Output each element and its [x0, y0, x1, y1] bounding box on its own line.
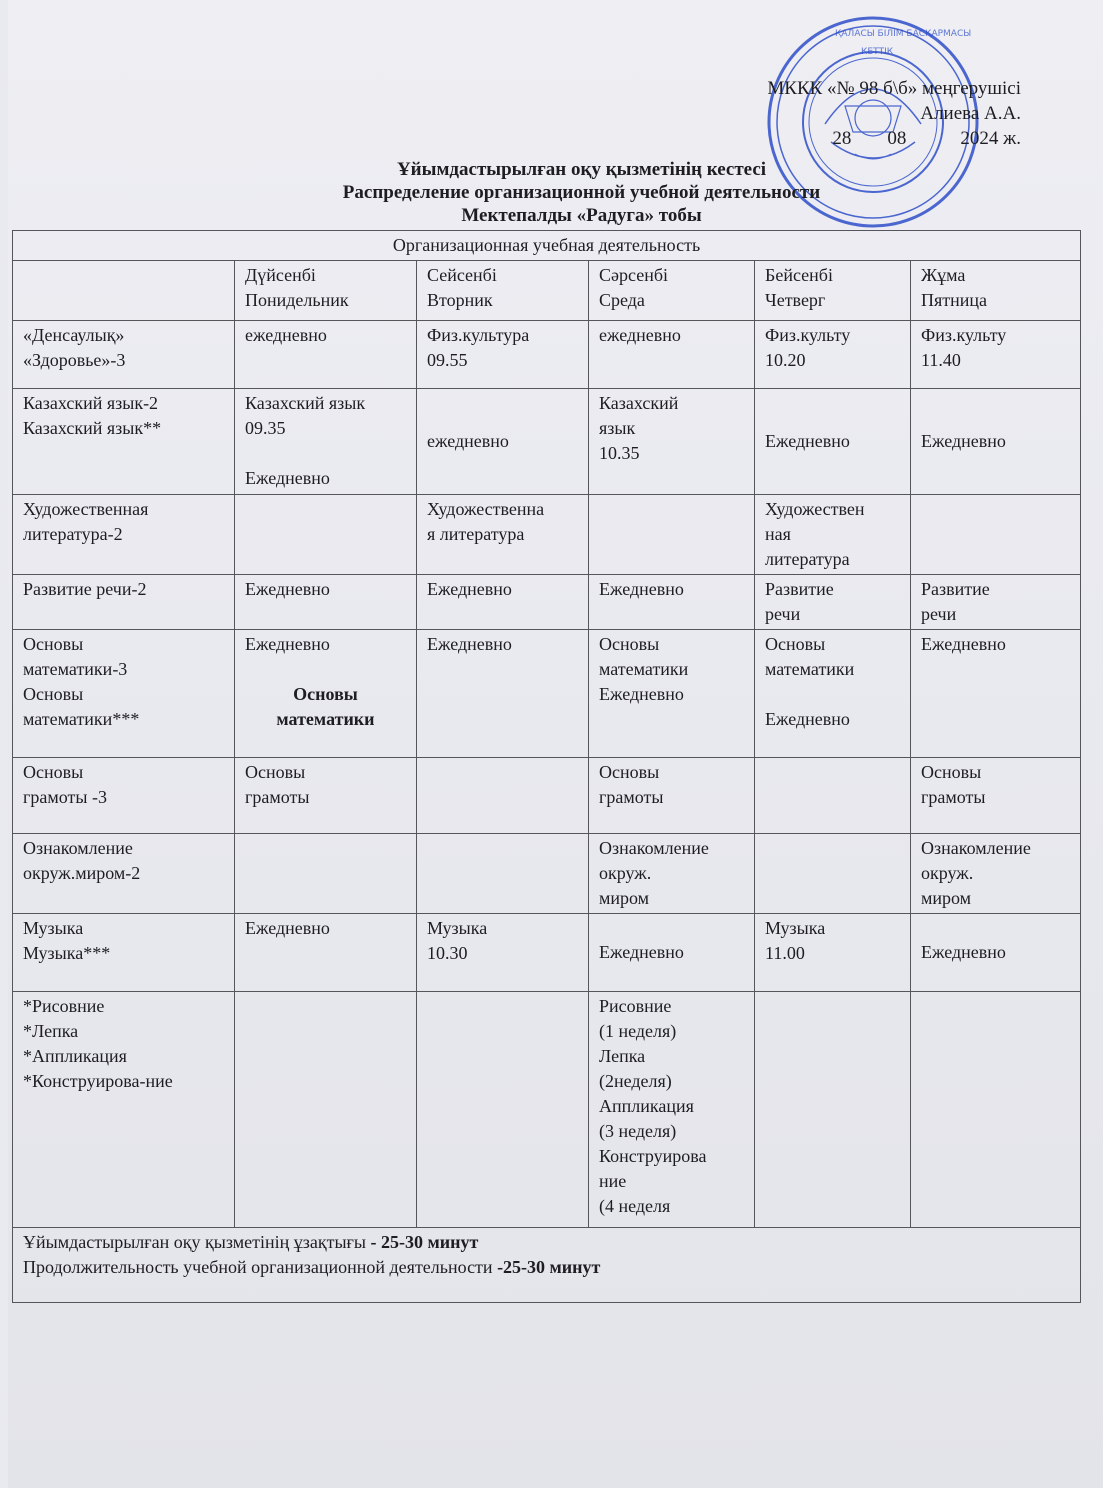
- subject-line: «Денсаулық»: [23, 325, 125, 345]
- schedule-cell: [911, 630, 1081, 758]
- cell-line: Ежедневно: [427, 579, 512, 599]
- subject-cell: [13, 834, 235, 914]
- table-row: [13, 321, 1081, 389]
- approval-block: [767, 76, 1021, 151]
- schedule-cell: [589, 834, 755, 914]
- cell-line: речи: [921, 604, 957, 624]
- cell-line: грамоты: [245, 787, 310, 807]
- subject-line: Музыка***: [23, 943, 111, 963]
- subject-cell: [13, 321, 235, 389]
- day-ru: Понидельник: [245, 290, 349, 310]
- cell-line: Ежедневно: [765, 431, 850, 451]
- subject-cell: [13, 630, 235, 758]
- cell-line: Физ.культу: [921, 325, 1007, 345]
- schedule-cell: [589, 495, 755, 575]
- cell-line: Ежедневно: [427, 634, 512, 654]
- cell-line: я литература: [427, 524, 525, 544]
- cell-line: 09.35: [245, 418, 286, 438]
- cell-line: литература: [765, 549, 850, 569]
- cell-line: [245, 441, 406, 466]
- schedule-cell: [417, 630, 589, 758]
- schedule-cell: [911, 914, 1081, 992]
- table-row: [13, 758, 1081, 834]
- cell-line: 11.40: [921, 350, 961, 370]
- schedule-cell: [911, 321, 1081, 389]
- cell-line: ежедневно: [427, 431, 509, 451]
- cell-line: [765, 682, 900, 707]
- cell-line: Музыка: [765, 918, 826, 938]
- schedule-cell: [589, 758, 755, 834]
- schedule-cell: [417, 758, 589, 834]
- day-kz: Сейсенбі: [427, 265, 497, 285]
- approval-day: 28: [832, 128, 852, 149]
- duration-kz-text: Ұйымдастырылған оқу қызметінің ұзақтығы: [23, 1232, 367, 1252]
- title-ru: Распределение организационной учебной деятельности: [342, 182, 821, 203]
- schedule-cell: [417, 914, 589, 992]
- day-header: [589, 261, 755, 321]
- cell-line: Развитие: [765, 579, 834, 599]
- cell-line: математики: [599, 659, 689, 679]
- table-row: [13, 992, 1081, 1228]
- duration-ru: [23, 1255, 1070, 1280]
- day-ru: Среда: [599, 290, 645, 310]
- schedule-cell: [235, 758, 417, 834]
- subject-line: Музыка: [23, 918, 84, 938]
- cell-line: Основы: [599, 634, 660, 654]
- cell-line: Основы: [293, 684, 358, 704]
- schedule-cell: [417, 992, 589, 1228]
- table-row: [13, 914, 1081, 992]
- schedule-cell: [235, 389, 417, 495]
- schedule-cell: [755, 321, 911, 389]
- schedule-cell: [417, 321, 589, 389]
- cell-line: Ежедневно: [921, 634, 1006, 654]
- cell-line: (3 неделя): [599, 1121, 677, 1141]
- cell-line: [245, 657, 406, 682]
- subject-line: Развитие речи-2: [23, 579, 147, 599]
- table-banner: Организационная учебная деятельность: [13, 231, 1081, 261]
- approval-line-name: Алиева А.А.: [920, 103, 1021, 124]
- cell-line: математики: [276, 709, 375, 729]
- day-header: [755, 261, 911, 321]
- cell-line: Музыка: [427, 918, 488, 938]
- schedule-cell: [235, 834, 417, 914]
- schedule-cell: [417, 834, 589, 914]
- table-row: [13, 389, 1081, 495]
- table-row: [13, 495, 1081, 575]
- subject-cell: [13, 389, 235, 495]
- table-row: [13, 834, 1081, 914]
- table-row: [13, 575, 1081, 630]
- cell-line: окруж.: [599, 863, 652, 883]
- schedule-cell: [235, 992, 417, 1228]
- subject-cell: [13, 495, 235, 575]
- subject-line: Ознакомление: [23, 838, 133, 858]
- schedule-cell: [235, 321, 417, 389]
- subject-cell: [13, 914, 235, 992]
- title-kz: Ұйымдастырылған оқу қызметінің кестесі: [396, 159, 767, 180]
- day-kz: Сәрсенбі: [599, 265, 668, 285]
- schedule-cell: [911, 495, 1081, 575]
- day-ru: Пятница: [921, 290, 988, 310]
- subject-line: Основы: [23, 762, 84, 782]
- cell-line: Ежедневно: [599, 942, 684, 962]
- cell-line: 10.35: [599, 443, 640, 463]
- cell-line: Казахский язык: [245, 393, 366, 413]
- cell-line: 11.00: [765, 943, 805, 963]
- schedule-cell: [755, 495, 911, 575]
- schedule-cell: [755, 575, 911, 630]
- cell-line: Ежедневно: [245, 634, 330, 654]
- cell-line: Ознакомление: [921, 838, 1031, 858]
- day-header: [417, 261, 589, 321]
- subject-line: литература-2: [23, 524, 123, 544]
- schedule-cell: [911, 389, 1081, 495]
- subject-line: Казахский язык**: [23, 418, 162, 438]
- cell-line: ная: [765, 524, 791, 544]
- cell-line: Ежедневно: [245, 468, 330, 488]
- cell-line: речи: [765, 604, 801, 624]
- subject-line: грамоты -3: [23, 787, 107, 807]
- cell-line: грамоты: [599, 787, 664, 807]
- schedule-cell: [589, 630, 755, 758]
- cell-line: ежедневно: [245, 325, 327, 345]
- cell-line: Конструирова: [599, 1146, 707, 1166]
- cell-line: математики: [765, 659, 855, 679]
- duration-ru-value: -25-30 минут: [492, 1257, 601, 1277]
- day-kz: Бейсенбі: [765, 265, 833, 285]
- cell-line: Основы: [765, 634, 826, 654]
- duration-kz: [23, 1230, 1070, 1255]
- schedule-cell: [589, 992, 755, 1228]
- cell-line: грамоты: [921, 787, 986, 807]
- schedule-cell: [235, 630, 417, 758]
- cell-line: язык: [599, 418, 636, 438]
- subject-line: Основы: [23, 634, 84, 654]
- subject-line: математики-3: [23, 659, 128, 679]
- cell-line: Художественна: [427, 499, 545, 519]
- day-header: [911, 261, 1081, 321]
- cell-line: миром: [921, 888, 972, 908]
- subject-cell: [13, 575, 235, 630]
- cell-line: Рисовние: [599, 996, 672, 1016]
- subject-line: Казахский язык-2: [23, 393, 159, 413]
- cell-line: (1 неделя): [599, 1021, 677, 1041]
- cell-line: Физ.культу: [765, 325, 851, 345]
- cell-line: ние: [599, 1171, 627, 1191]
- duration-kz-value: - 25-30 минут: [366, 1232, 479, 1252]
- subject-line: окруж.миром-2: [23, 863, 141, 883]
- schedule-cell: [755, 758, 911, 834]
- schedule-cell: [911, 575, 1081, 630]
- schedule-cell: [755, 992, 911, 1228]
- approval-date: [767, 126, 1021, 151]
- schedule-cell: [755, 914, 911, 992]
- schedule-cell: [755, 834, 911, 914]
- table-banner-row: [13, 231, 1081, 261]
- cell-line: Развитие: [921, 579, 990, 599]
- subject-line: математики***: [23, 709, 140, 729]
- cell-line: Художествен: [765, 499, 865, 519]
- subject-line: Художественная: [23, 499, 149, 519]
- day-ru: Четверг: [765, 290, 826, 310]
- cell-line: Основы: [245, 762, 306, 782]
- approval-line-head: МККК «№ 98 б\б» меңгерушісі: [767, 78, 1021, 99]
- day-ru: Вторник: [427, 290, 493, 310]
- schedule-cell: [417, 389, 589, 495]
- cell-line: Основы: [921, 762, 982, 782]
- subject-line: «Здоровье»-3: [23, 350, 126, 370]
- cell-line: Ежедневно: [921, 431, 1006, 451]
- schedule-body: [13, 321, 1081, 1228]
- day-kz: Дүйсенбі: [245, 265, 316, 285]
- cell-line: ежедневно: [599, 325, 681, 345]
- schedule-cell: [235, 575, 417, 630]
- days-header-row: [13, 261, 1081, 321]
- schedule-cell: [911, 758, 1081, 834]
- cell-line: (4 неделя: [599, 1196, 671, 1216]
- schedule-cell: [911, 834, 1081, 914]
- duration-ru-text: Продолжительность учебной организационной деятельности: [23, 1257, 493, 1277]
- cell-line: Ежедневно: [245, 579, 330, 599]
- subject-line: Основы: [23, 684, 84, 704]
- cell-line: (2неделя): [599, 1071, 672, 1091]
- cell-line: Физ.культура: [427, 325, 530, 345]
- cell-line: окруж.: [921, 863, 974, 883]
- subject-cell: [13, 992, 235, 1228]
- schedule-table: [12, 230, 1081, 1303]
- cell-line: Ежедневно: [245, 918, 330, 938]
- corner-cell: [13, 261, 235, 321]
- schedule-cell: [755, 389, 911, 495]
- cell-line: Ознакомление: [599, 838, 709, 858]
- subject-line: *Лепка: [23, 1021, 79, 1041]
- cell-line: Основы: [599, 762, 660, 782]
- approval-month: 08: [887, 128, 907, 149]
- day-kz: Жұма: [921, 265, 966, 285]
- schedule-cell: [589, 321, 755, 389]
- title-block: [0, 158, 1103, 227]
- schedule-cell: [589, 389, 755, 495]
- day-header: [235, 261, 417, 321]
- schedule-cell: [235, 914, 417, 992]
- table-row: [13, 630, 1081, 758]
- duration-note: [13, 1228, 1081, 1303]
- schedule-cell: [911, 992, 1081, 1228]
- approval-year: 2024 ж.: [960, 128, 1021, 149]
- cell-line: Лепка: [599, 1046, 646, 1066]
- svg-text:КЕТТІК: КЕТТІК: [861, 47, 894, 57]
- schedule-cell: [235, 495, 417, 575]
- cell-line: 10.30: [427, 943, 468, 963]
- cell-line: Ежедневно: [765, 709, 850, 729]
- cell-line: миром: [599, 888, 650, 908]
- svg-text:ҚАЛАСЫ БІЛІМ БАСҚАРМАСЫ: ҚАЛАСЫ БІЛІМ БАСҚАРМАСЫ: [835, 29, 972, 39]
- schedule-cell: [417, 495, 589, 575]
- footer-row: [13, 1228, 1081, 1303]
- schedule-cell: [589, 575, 755, 630]
- cell-line: Ежедневно: [599, 579, 684, 599]
- subject-line: *Аппликация: [23, 1046, 127, 1066]
- cell-line: 10.20: [765, 350, 806, 370]
- subject-line: *Конструирова-ние: [23, 1071, 173, 1091]
- schedule-cell: [417, 575, 589, 630]
- cell-line: Аппликация: [599, 1096, 694, 1116]
- schedule-cell: [589, 914, 755, 992]
- schedule-cell: [755, 630, 911, 758]
- cell-line: Ежедневно: [921, 942, 1006, 962]
- subject-cell: [13, 758, 235, 834]
- cell-line: 09.55: [427, 350, 468, 370]
- subject-line: *Рисовние: [23, 996, 105, 1016]
- title-group: Мектепалды «Радуга» тобы: [461, 205, 702, 226]
- cell-line: Ежедневно: [599, 684, 684, 704]
- cell-line: Казахский: [599, 393, 679, 413]
